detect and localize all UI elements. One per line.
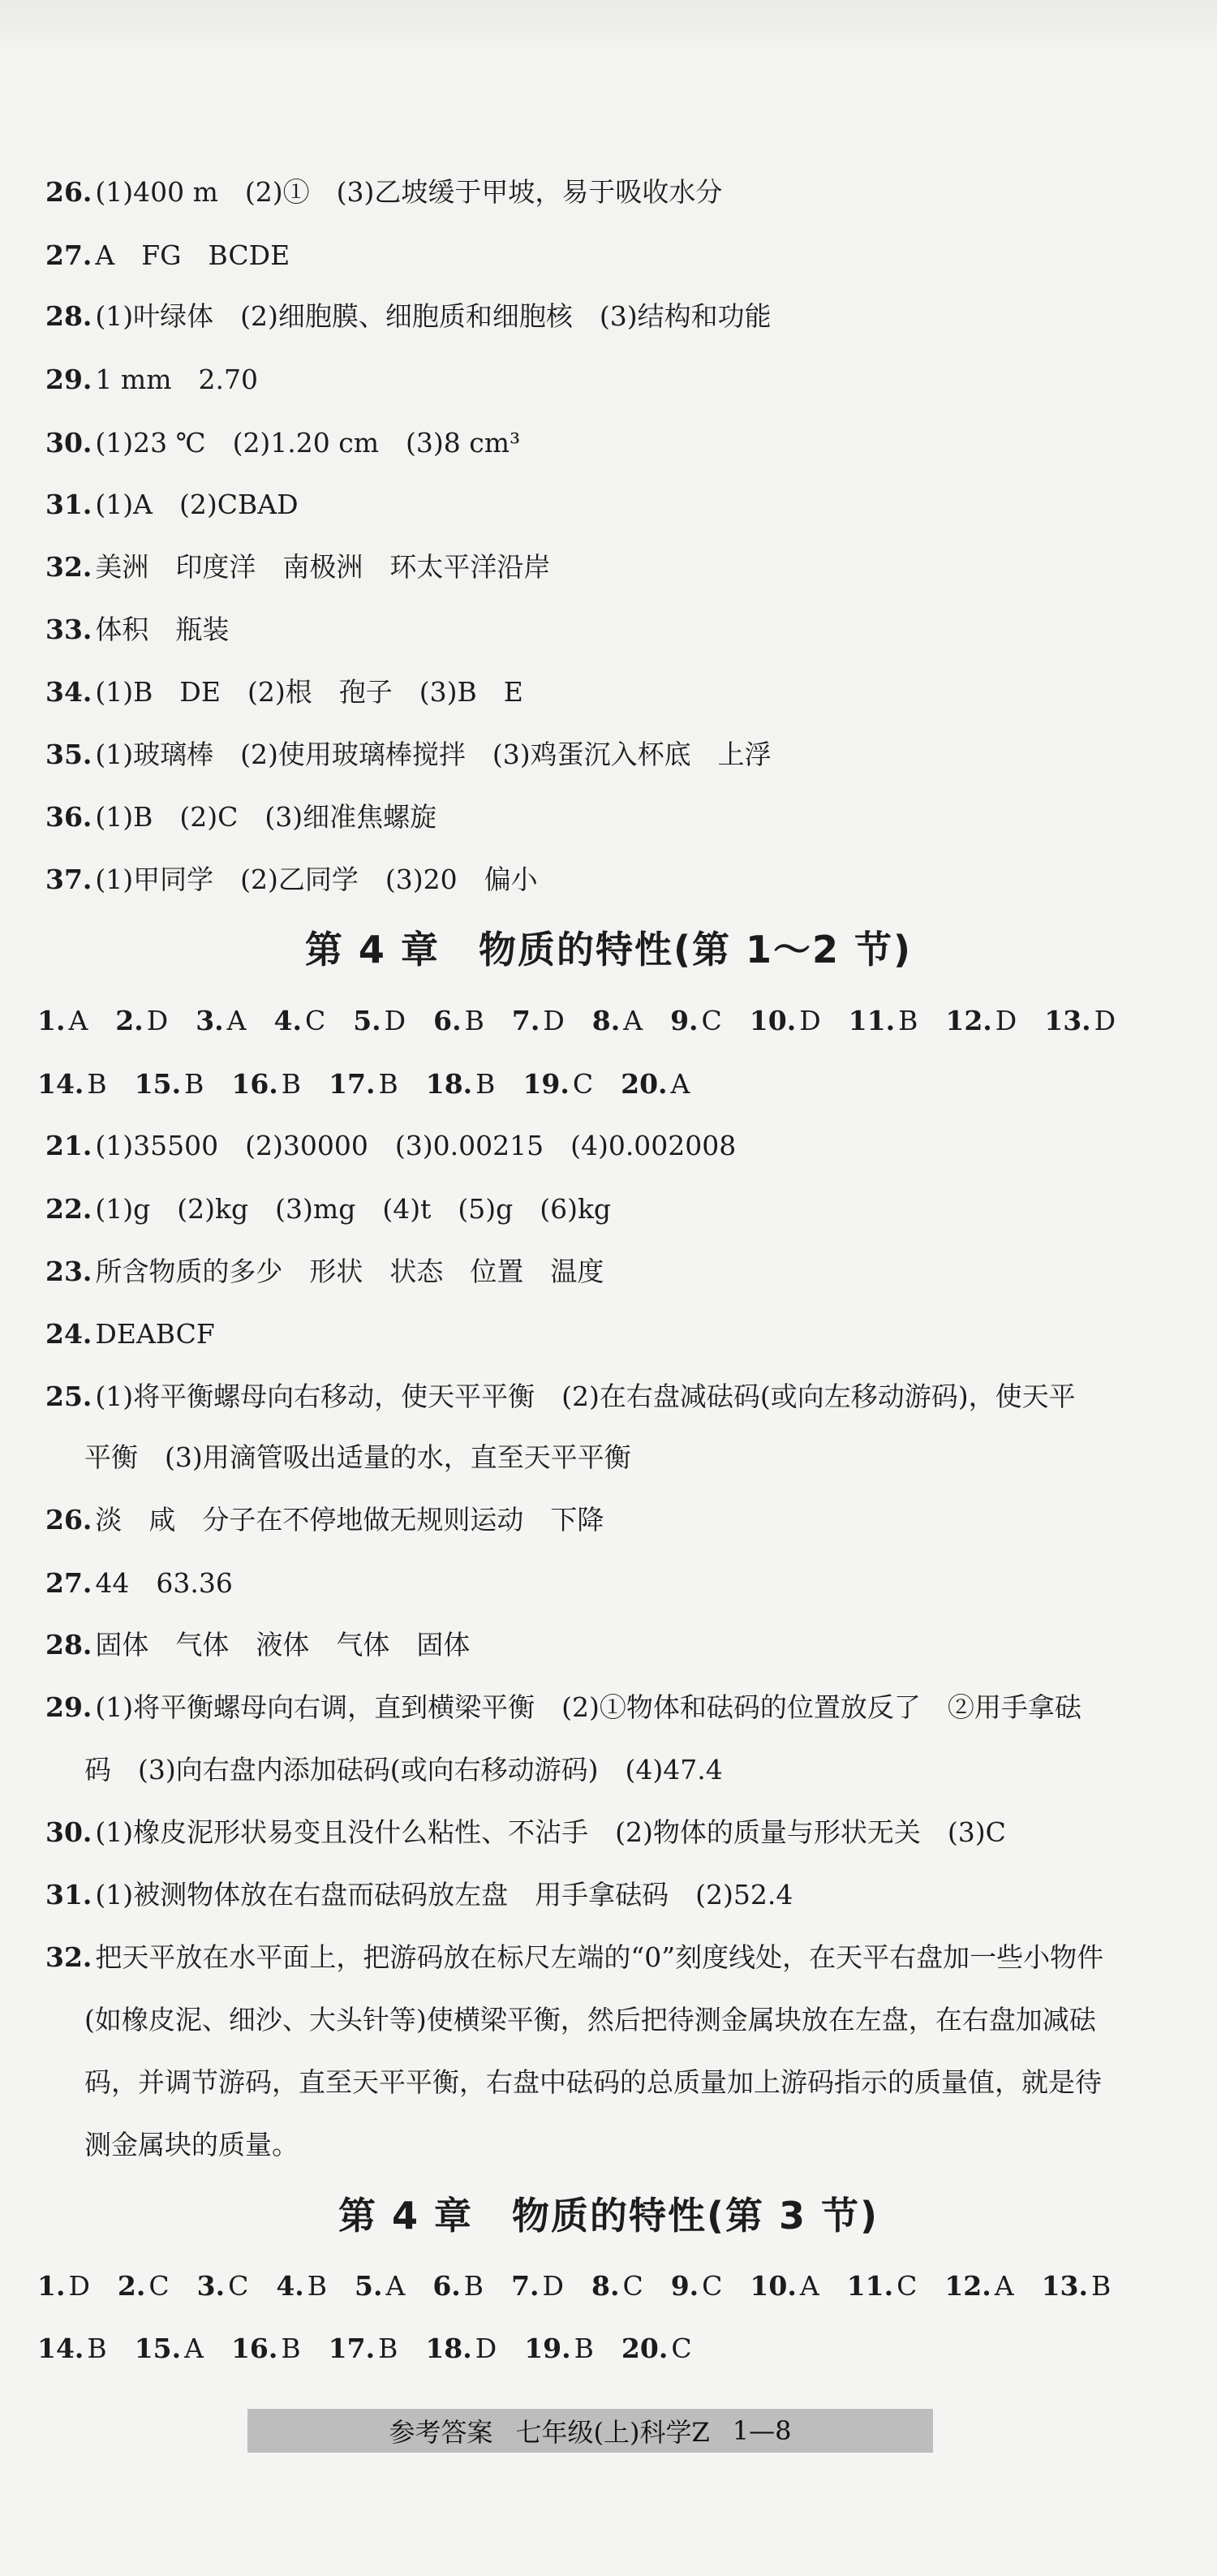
mc-choice: B [475,1068,496,1100]
mc-answer [1044,1003,1116,1039]
answer-30: 30. (1)23 ℃ (2)1.20 cm (3)8 cm³ [45,427,521,459]
mc-choice: D [542,2270,564,2302]
footer-page-number: 1—8 [732,2415,792,2446]
answer-32: 32. 美洲 印度洋 南极洲 环太平洋沿岸 [45,551,551,583]
mc-choice: D [146,1005,169,1036]
mc-row-14-20 [37,1066,1181,1102]
answer-s2-32-cont2: 码，并调节游码，直至天平平衡，右盘中砝码的总质量加上游码指示的质量值，就是待 [84,2066,1102,2098]
mc-number: 1. [37,2270,66,2302]
mc-choice: A [670,1068,690,1100]
mc-number: 19. [522,1068,570,1100]
mc-number: 15. [134,2333,182,2364]
mc-answer [231,1066,301,1102]
mc-number: 3. [196,1005,224,1036]
mc-answer [512,1003,565,1039]
mc-choice: D [799,1005,821,1036]
mc-choice: A [799,2270,819,2302]
mc-number: 11. [846,2270,894,2302]
mc-choice: C [148,2270,170,2302]
mc-choice: B [464,1005,484,1036]
answer-s2-21: 21. (1)35500 (2)30000 (3)0.00215 (4)0.002008 [45,1130,737,1161]
mc-answer [118,2268,170,2304]
mc-number: 16. [230,2333,278,2364]
mc-number: 6. [432,2270,461,2302]
mc-choice: B [281,2333,301,2364]
mc-choice: C [702,2270,723,2302]
mc-choice: A [994,2270,1014,2302]
mc-choice: B [898,1005,918,1036]
mc-answer [197,2268,249,2304]
mc-number: 13. [1044,1005,1091,1036]
mc-answer [849,1003,918,1039]
mc-answer [37,1066,107,1102]
mc-choice: B [574,2333,594,2364]
mc-choice: B [184,1068,204,1100]
mc-number: 2. [117,2270,146,2302]
answer-s2-28: 28. 固体 气体 液体 气体 固体 [45,1629,471,1661]
mc-number: 19. [524,2333,571,2364]
mc-answer [592,1003,643,1039]
mc-choice: D [543,1005,565,1036]
answer-26: 26. (1)400 m (2)① (3)乙坡缓于甲坡，易于吸收水分 [45,176,723,208]
answer-36: 36. (1)B (2)C (3)细准焦螺旋 [45,801,437,833]
answer-s2-32-cont1: (如橡皮泥、细沙、大头针等)使横梁平衡，然后把待测金属块放在左盘，在右盘加减砝 [84,2004,1096,2035]
mc-choice: C [671,2333,692,2364]
mc-number: 6. [433,1005,462,1036]
answer-s2-22: 22. (1)g (2)kg (3)mg (4)t (5)g (6)kg [45,1193,612,1225]
mc-answer [432,2268,484,2304]
answer-s2-27: 27. 44 63.36 [45,1567,233,1599]
mc-choice: A [226,1005,247,1036]
answer-s2-32-cont3: 测金属块的质量。 [84,2129,299,2160]
mc-choice: C [622,2270,643,2302]
mc-choice: D [995,1005,1017,1036]
answer-33: 33. 体积 瓶装 [45,614,230,645]
mc-answer [524,2331,594,2367]
mc-answer [671,2268,723,2304]
page-footer [247,2409,933,2453]
mc-number: 18. [425,2333,472,2364]
mc-answer [329,1066,398,1102]
mc-number: 16. [231,1068,278,1100]
mc-number: 17. [329,1068,376,1100]
mc-number: 15. [134,1068,182,1100]
mc-number: 5. [355,2270,383,2302]
mc-choice: D [1094,1005,1116,1036]
mc-number: 14. [37,1068,84,1100]
mc-number: 17. [328,2333,376,2364]
mc-number: 7. [511,2270,540,2302]
mc-choice: A [623,1005,643,1036]
mc-number: 8. [591,1005,621,1036]
mc-choice: D [475,2333,497,2364]
footer-grade-subject: 七年级(上)科学Z [515,2417,710,2448]
mc-answer [425,2331,497,2367]
mc-answer [37,2331,107,2367]
mc-choice: C [228,2270,249,2302]
mc-answer [135,1066,204,1102]
mc-number: 5. [353,1005,381,1036]
answer-s2-29-cont: 码 (3)向右盘内添加砝码(或向右移动游码) (4)47.4 [84,1754,723,1786]
mc-number: 1. [37,1005,66,1036]
mc-choice: A [68,1005,88,1036]
mc-answer [847,2268,918,2304]
mc-answer [670,1003,722,1039]
mc-number: 20. [621,2333,669,2364]
answer-s2-23: 23. 所含物质的多少 形状 状态 位置 温度 [45,1256,604,1287]
mc-number: 9. [670,2270,699,2302]
mc-choice: C [701,1005,722,1036]
mc-number: 12. [945,1005,992,1036]
mc-row-1-13 [37,1003,1181,1039]
mc-answer [274,1003,326,1039]
mc-answer [196,1003,246,1039]
answer-s2-24: 24. DEABCF [45,1318,215,1350]
mc-number: 4. [273,1005,302,1036]
answer-29: 29. 1 mm 2.70 [45,364,258,395]
mc-number: 13. [1041,2270,1089,2302]
mc-answer [511,2268,564,2304]
mc-answer [522,1066,593,1102]
answer-s2-32: 32. 把天平放在水平面上，把游码放在标尺左端的“0”刻度线处，在天平右盘加一些小物件 [45,1941,1104,1973]
mc-choice: C [572,1068,594,1100]
mc-number: 20. [621,1068,668,1100]
mc-choice: D [384,1005,406,1036]
mc-answer [115,1003,168,1039]
mc-number: 9. [670,1005,699,1036]
mc-answer [433,1003,484,1039]
mc-answer [135,2331,204,2367]
answer-s2-30: 30. (1)橡皮泥形状易变且没什么粘性、不沾手 (2)物体的质量与形状无关 (3)C [45,1816,1006,1848]
mc-answer [276,2268,327,2304]
mc-row-s3-1-13 [37,2268,1181,2304]
answer-37: 37. (1)甲同学 (2)乙同学 (3)20 偏小 [45,864,538,895]
mc-answer [353,1003,406,1039]
footer-label: 参考答案 [389,2417,493,2448]
mc-row-s3-14-20 [37,2331,1181,2367]
mc-answer [945,1003,1017,1039]
mc-choice: D [68,2270,90,2302]
chapter-heading-1-2: 第 4 章 物质的特性(第 1～2 节) [304,928,913,971]
mc-number: 11. [848,1005,896,1036]
answer-s2-26: 26. 淡 咸 分子在不停地做无规则运动 下降 [45,1504,604,1536]
mc-choice: B [1091,2270,1112,2302]
mc-number: 18. [425,1068,473,1100]
answer-s2-25-cont: 平衡 (3)用滴管吸出适量的水，直至天平平衡 [84,1441,631,1473]
mc-answer [1042,2268,1112,2304]
answer-s2-29: 29. (1)将平衡螺母向右调，直到横梁平衡 (2)①物体和砝码的位置放反了 ②用手拿砝 [45,1691,1082,1723]
mc-number: 10. [749,1005,797,1036]
answer-s2-31: 31. (1)被测物体放在右盘而砝码放左盘 用手拿砝码 (2)52.4 [45,1879,793,1910]
mc-number: 3. [196,2270,226,2302]
mc-answer [329,2331,398,2367]
mc-answer [750,2268,819,2304]
answer-31: 31. (1)A (2)CBAD [45,489,299,520]
mc-number: 12. [944,2270,991,2302]
mc-choice: B [378,2333,398,2364]
mc-choice: A [385,2270,406,2302]
mc-choice: B [378,1068,398,1100]
mc-choice: A [184,2333,204,2364]
mc-answer [944,2268,1013,2304]
mc-answer [231,2331,301,2367]
chapter-heading-3: 第 4 章 物质的特性(第 3 节) [338,2194,879,2238]
mc-answer [621,1066,690,1102]
mc-answer [591,2268,643,2304]
mc-number: 8. [591,2270,620,2302]
answer-28: 28. (1)叶绿体 (2)细胞膜、细胞质和细胞核 (3)结构和功能 [45,300,772,332]
mc-answer [750,1003,821,1039]
mc-number: 4. [276,2270,304,2302]
answer-34: 34. (1)B DE (2)根 孢子 (3)B E [45,676,523,708]
mc-choice: B [463,2270,484,2302]
mc-number: 7. [511,1005,540,1036]
mc-number: 14. [37,2333,84,2364]
mc-number: 2. [115,1005,144,1036]
mc-answer [37,1003,88,1039]
mc-number: 10. [750,2270,797,2302]
mc-answer [426,1066,496,1102]
mc-choice: C [304,1005,326,1036]
mc-answer [355,2268,405,2304]
mc-choice: B [307,2270,328,2302]
mc-choice: B [281,1068,302,1100]
mc-choice: C [897,2270,918,2302]
mc-answer [37,2268,90,2304]
mc-answer [621,2331,692,2367]
mc-choice: B [87,1068,107,1100]
mc-choice: B [87,2333,107,2364]
answer-27: 27. A FG BCDE [45,239,290,271]
answer-s2-25: 25. (1)将平衡螺母向右移动，使天平平衡 (2)在右盘减砝码(或向左移动游码)，使天平 [45,1381,1076,1412]
answer-35: 35. (1)玻璃棒 (2)使用玻璃棒搅拌 (3)鸡蛋沉入杯底 上浮 [45,739,772,770]
